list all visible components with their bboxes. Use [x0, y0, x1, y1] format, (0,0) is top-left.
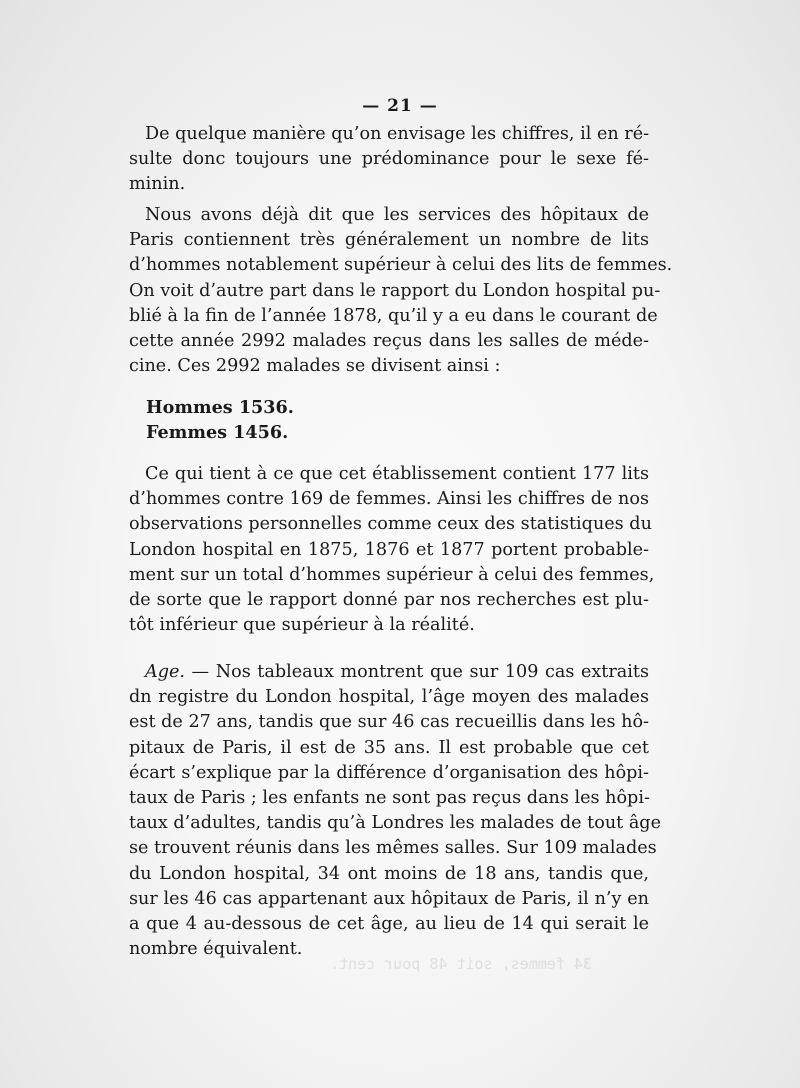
text-line: tôt inférieur que supérieur à la réalité.: [129, 615, 475, 636]
section-lead-age: Age.: [145, 662, 185, 682]
text-line: cine. Ces 2992 malades se divisent ainsi :: [129, 356, 501, 377]
text-line: dn registre du London hospital, l’âge moyen des malades: [129, 687, 649, 708]
text-line: taux d’adultes, tandis qu’à Londres les malades de tout âge: [129, 813, 661, 834]
paragraph-sex-predominance: [129, 122, 649, 198]
text-line: d’hommes notablement supérieur à celui des lits de femmes.: [129, 255, 673, 276]
text-fragment: — Nos tableaux montrent que sur 109 cas extraits: [184, 662, 649, 682]
text-line: blié à la fin de l’année 1878, qu’il y a eu dans le courant de: [129, 305, 658, 326]
text-line: sur les 46 cas appartenant aux hôpitaux de Paris, il n’y en: [129, 888, 649, 909]
text-line: [129, 660, 649, 685]
text-line: Ce qui tient à ce que cet établissement contient 177 lits: [145, 464, 649, 484]
text-line: a que 4 au-dessous de cet âge, au lieu de 14 qui serait le: [129, 914, 649, 935]
text-line: Nous avons déjà dit que les services des hôpitaux de: [145, 205, 649, 225]
text-line: London hospital en 1875, 1876 et 1877 portent probable-: [129, 539, 649, 560]
text-line: est de 27 ans, tandis que sur 46 cas recueillis dans les hô-: [129, 712, 649, 733]
text-line: minin.: [129, 174, 186, 195]
text-line: taux de Paris ; les enfants ne sont pas reçus dans les hôpi-: [129, 788, 650, 809]
bleed-through-text: 34 femmes, soit 48 pour cent.: [330, 955, 592, 973]
paragraph-hospital-beds: [129, 203, 673, 379]
text-line: de sorte que le rapport donné par nos recherches est plu-: [129, 590, 649, 611]
text-line: observations personnelles comme ceux des statistiques du: [129, 514, 652, 535]
text-line: écart s’explique par la différence d’organisation des hôpi-: [129, 762, 649, 783]
paragraph-age: [129, 660, 661, 962]
text-line: se trouvent réunis dans les mêmes salles. Sur 109 malades: [129, 838, 657, 859]
list-item-hommes: Hommes 1536.: [146, 397, 294, 418]
page-number: — 21 —: [362, 96, 438, 116]
paragraph-bed-counts: [129, 462, 655, 638]
list-item-femmes: Femmes 1456.: [146, 422, 289, 444]
patient-count-list: [146, 395, 666, 445]
text-line: sulte donc toujours une prédominance pour le sexe fé-: [129, 149, 649, 170]
text-line: On voit d’autre part dans le rapport du London hospital pu-: [129, 280, 661, 301]
text-line: d’hommes contre 169 de femmes. Ainsi les chiffres de nos: [129, 489, 649, 510]
text-line: nombre équivalent.: [129, 939, 303, 960]
text-line: pitaux de Paris, il est de 35 ans. Il est probable que cet: [129, 737, 649, 758]
text-line: ment sur un total d’hommes supérieur à celui des femmes,: [129, 564, 655, 585]
text-line: du London hospital, 34 ont moins de 18 ans, tandis que,: [129, 863, 649, 884]
text-line: Paris contiennent très généralement un nombre de lits: [129, 230, 649, 251]
text-line: De quelque manière qu’on envisage les chiffres, il en ré-: [145, 124, 650, 144]
text-line: cette année 2992 malades reçus dans les salles de méde-: [129, 331, 649, 352]
